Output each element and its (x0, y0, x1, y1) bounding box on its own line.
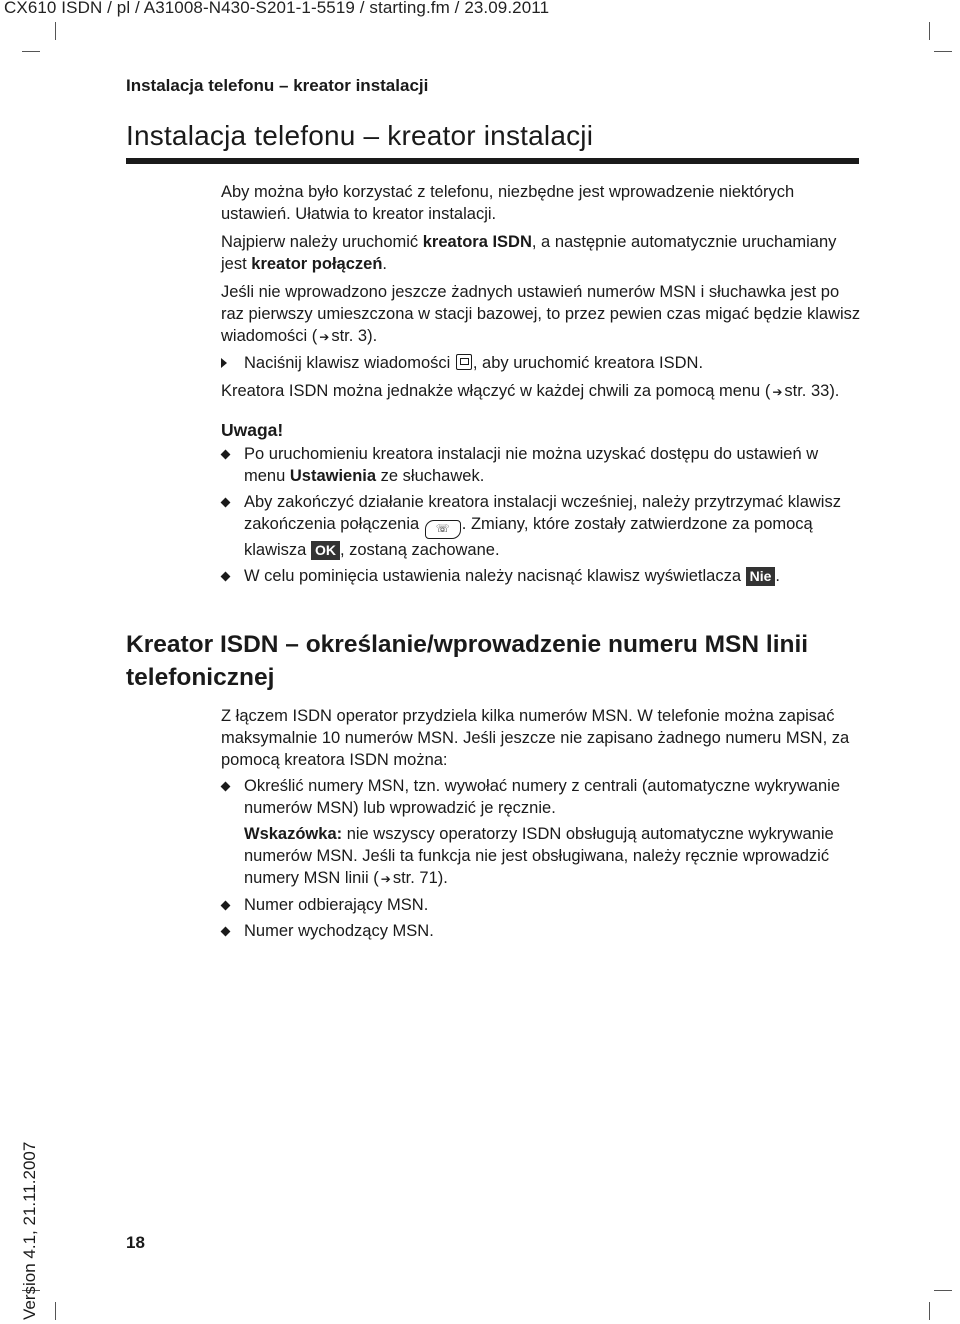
crop-mark (55, 1302, 56, 1320)
intro-paragraph (221, 281, 861, 348)
diamond-icon (221, 901, 231, 911)
triangle-right-icon (221, 358, 227, 368)
crop-mark (934, 51, 952, 52)
step-item (221, 352, 861, 374)
note-heading: Uwaga! (221, 420, 284, 440)
crop-mark (22, 51, 40, 52)
note-bullet (221, 443, 861, 487)
text: Naciśnij klawisz wiadomości (244, 354, 455, 372)
page-reference: str. 3). (331, 327, 378, 345)
version-label: Version 4.1, 21.11.2007 (20, 1141, 39, 1320)
crop-mark (929, 1302, 930, 1320)
text: , aby uruchomić kreatora ISDN. (472, 354, 704, 372)
hint-block (221, 823, 861, 890)
nie-key: Nie (746, 567, 776, 586)
running-head: Instalacja telefonu – kreator instalacji (126, 76, 429, 95)
text: Określić numery MSN, tzn. wywołać numery z centrali (automatyczne wykrywanie numerów MSN) lub wprowadzić je ręcznie. (244, 777, 841, 817)
intro-paragraph (221, 380, 861, 403)
section-paragraph: Z łączem ISDN operator przydziela kilka numerów MSN. W telefonie można zapisać maksymalnie 10 numerów MSN. Jeśli jeszcze nie zapisano żadnego numeru MSN, za pomocą kreatora ISDN można: (221, 707, 850, 769)
text: Numer odbierający MSN. (244, 896, 429, 914)
text: Jeśli nie wprowadzono jeszcze żadnych ustawień numerów MSN i słuchawka jest po raz pierwszy umieszczona w stacji bazowej, to przez pewien czas migać będzie klawisz wiadomości ( (221, 283, 861, 345)
diamond-icon (221, 927, 231, 937)
hint-label: Wskazówka: (244, 825, 343, 843)
list-item (221, 775, 861, 819)
term-isdn-wizard: kreatora ISDN (422, 233, 532, 251)
message-key-icon (456, 354, 472, 370)
intro-paragraph (221, 231, 861, 275)
diamond-icon (221, 450, 231, 460)
text: , zostaną zachowane. (339, 541, 500, 559)
arrow-right-icon: ➔ (772, 385, 783, 399)
text: nie wszyscy operatorzy ISDN obsługują automatyczne wykrywanie numerów MSN. Jeśli ta funkcja nie jest obsługiwana, należy ręcznie wprowadzić numery MSN linii ( (244, 825, 834, 887)
text: , a następnie automatycznie uruchamiany jest (221, 233, 837, 273)
diamond-icon (221, 572, 231, 582)
text: . (382, 255, 387, 273)
text: W celu pominięcia ustawienia należy nacisnąć klawisz wyświetlacza (244, 567, 746, 585)
intro-paragraph: Aby można było korzystać z telefonu, niezbędne jest wprowadzenie niektórych ustawień. Ułatwia to kreator instalacji. (221, 183, 795, 223)
page-reference: str. 71). (392, 869, 448, 887)
file-header: CX610 ISDN / pl / A31008-N430-S201-1-5519 / starting.fm / 23.09.2011 (4, 0, 550, 17)
text: Aby zakończyć działanie kreatora instalacji wcześniej, należy przytrzymać klawisz zakończenia połączenia (244, 493, 841, 533)
crop-mark (55, 22, 56, 40)
ok-key: OK (311, 541, 340, 560)
end-call-icon: ☏ (425, 520, 461, 539)
arrow-right-icon: ➔ (319, 330, 330, 344)
list-item (221, 894, 861, 916)
list-item (221, 920, 861, 942)
section-title: Kreator ISDN – określanie/wprowadzenie numeru MSN linii telefonicznej (126, 631, 809, 691)
text: . Zmiany, które zostały zatwierdzone za pomocą klawisza (244, 515, 813, 559)
term-connection-wizard: kreator połączeń (251, 255, 383, 273)
diamond-icon (221, 498, 231, 508)
text: Najpierw należy uruchomić (221, 233, 423, 251)
text: . (775, 567, 781, 585)
menu-name: Ustawienia (289, 467, 377, 485)
msn-section (221, 705, 861, 942)
arrow-right-icon: ➔ (380, 872, 391, 886)
text: Po uruchomieniu kreatora instalacji nie można uzyskać dostępu do ustawień w menu (244, 445, 819, 485)
page-number: 18 (126, 1233, 145, 1252)
crop-mark (929, 22, 930, 40)
intro-section (221, 181, 861, 587)
note-bullet (221, 491, 861, 561)
note-bullet (221, 565, 861, 587)
page-title: Instalacja telefonu – kreator instalacji (126, 120, 594, 151)
crop-mark (934, 1290, 952, 1291)
text: Kreatora ISDN można jednakże włączyć w każdej chwili za pomocą menu ( (221, 382, 771, 400)
text: ze słuchawek. (376, 467, 485, 485)
text: Numer wychodzący MSN. (244, 922, 434, 940)
diamond-icon (221, 782, 231, 792)
title-rule (126, 158, 859, 164)
page-reference: str. 33). (784, 382, 840, 400)
